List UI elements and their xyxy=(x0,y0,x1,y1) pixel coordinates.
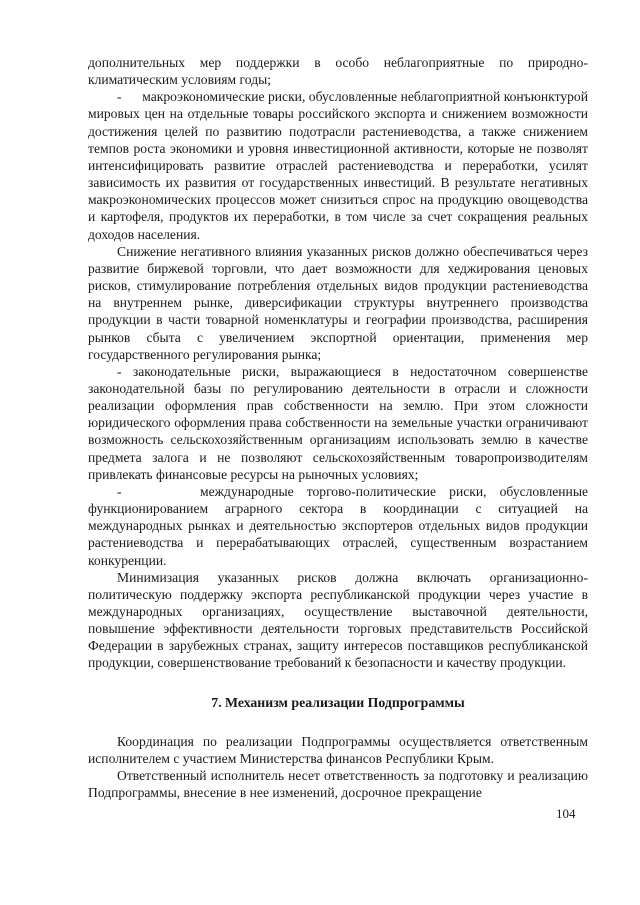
paragraph-responsible-executor: Ответственный исполнитель несет ответственность за подготовку и реализацию Подпрограммы, внесение в нее изменений, досрочное прекращение xyxy=(88,768,588,801)
page-number: 104 xyxy=(556,806,576,821)
section-heading: 7. Механизм реализации Подпрограммы xyxy=(211,694,465,710)
paragraph-risk-minimization: Минимизация указанных рисков должна включать организационно-политическую поддержку экспорта республиканской продукции через участие в международных организациях, осуществление выставочной деятельности, повышение эффективности деятельности торговых представительств Российской Федерации в зарубежных странах, защиту интересов поставщиков республиканской продукции, совершенствование требований к безопасности и качеству продукции. xyxy=(88,569,588,671)
paragraph-trade-political-risks: - международные торгово-политические риски, обусловленные функционированием аграрного сектора в координации с ситуацией на международных рынках и деятельностью экспортеров отдельных видов продукции растениеводства и перерабатывающих отраслей, существенным возрастанием конкуренции. xyxy=(88,483,588,568)
document-page xyxy=(88,54,588,801)
paragraph-risk-reduction: Снижение негативного влияния указанных рисков должно обеспечиваться через развитие биржевой торговли, что дает возможности для хеджирования ценовых рисков, стимулирование потребления отдельных видов продукции растениеводства на внутреннем рынке, диверсификации структуры внутреннего производства продукции в части товарной номенклатуры и географии производства, расширения рынков сбыта с увеличением экспортной ориентации, применения мер государственного регулирования рынка; xyxy=(88,243,588,362)
paragraph-climate-support: дополнительных мер поддержки в особо неблагоприятные по природно-климатическим условиям годы; xyxy=(88,55,588,88)
paragraph-legislative-risks: - законодательные риски, выражающиеся в недостаточном совершенстве законодательной базы по регулированию деятельности в отрасли и сложности реализации оформления прав собственности на землю. При этом сложности юридического оформления права собственности на земельные участки ограничивают возможность сельскохозяйственным организациям использовать землю в качестве предмета залога и не позволяют сельскохозяйственным товаропроизводителям привлекать финансовые ресурсы на рыночных условиях; xyxy=(88,363,588,482)
paragraph-coordination: Координация по реализации Подпрограммы осуществляется ответственным исполнителем с участием Министерства финансов Республики Крым. xyxy=(88,733,588,766)
paragraph-macroeconomic-risks: - макроэкономические риски, обусловленные неблагоприятной конъюнктурой мировых цен на отдельные товары российского экспорта и снижением возможности достижения целей по развитию подотрасли растениеводства, а также снижением темпов роста экономики и уровня инвестиционной активности, которые не позволят интенсифицировать развитие отраслей растениеводства и переработки, усилят зависимость их развития от государственных инвестиций. В результате негативных макроэкономических процессов может снизиться спрос на продукцию овощеводства и картофеля, продуктов их переработки, в том числе за счет сокращения реальных доходов населения. xyxy=(88,89,588,242)
